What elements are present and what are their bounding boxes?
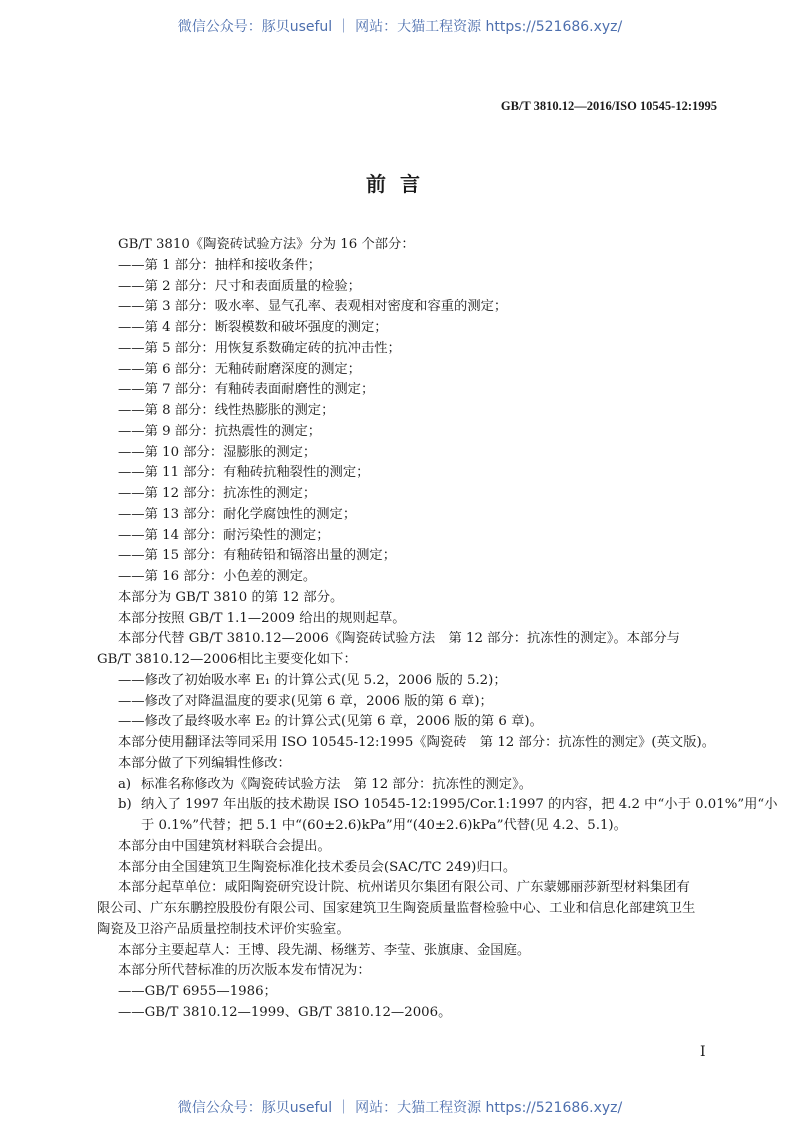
- line-text: ——第 4 部分：断裂模数和破坏强度的测定；: [118, 320, 388, 335]
- text-line: [97, 463, 727, 484]
- text-line: [97, 816, 727, 837]
- text-line: [97, 982, 727, 1003]
- text-line: [97, 650, 727, 671]
- text-line: [97, 920, 727, 941]
- line-text: ——第 3 部分：吸水率、显气孔率、表观相对密度和容重的测定；: [118, 299, 508, 315]
- line-text: 纳入了 1997 年出版的技术勘误 ISO 10545-12:1995/Cor.1:1997 的内容，把 4.2 中“小于 0.01%”用“小: [141, 797, 778, 813]
- text-line: [97, 546, 727, 567]
- text-line: [97, 858, 727, 879]
- text-line: [97, 712, 727, 733]
- text-line: [97, 235, 727, 256]
- line-text: ——GB/T 6955—1986；: [118, 984, 277, 999]
- text-line: [97, 961, 727, 982]
- text-line: [97, 899, 727, 920]
- watermark-bottom: 微信公众号：豚贝useful ｜ 网站：大猫工程资源 https://521686.xyz/: [177, 1100, 623, 1116]
- text-line: [97, 484, 727, 505]
- text-line: [97, 401, 727, 422]
- standard-number-header: GB/T 3810.12—2016/ISO 10545-12:1995: [500, 99, 717, 113]
- document-body: [97, 235, 778, 1024]
- text-line: [97, 609, 727, 630]
- text-line: [97, 671, 727, 692]
- text-line: [97, 878, 727, 899]
- line-text: ——修改了初始吸水率 E₁ 的计算公式(见 5.2，2006 版的 5.2)；: [118, 672, 507, 688]
- line-text: ——第 8 部分：线性热膨胀的测定；: [118, 403, 335, 418]
- line-text: 陶瓷及卫浴产品质量控制技术评价实验室。: [97, 921, 350, 937]
- line-text: ——第 12 部分：抗冻性的测定；: [118, 486, 317, 501]
- text-line: [97, 733, 727, 754]
- text-line: [97, 318, 727, 339]
- line-text: 本部分代替 GB/T 3810.12—2006《陶瓷砖试验方法 第 12 部分：抗冻性的测定》。本部分与: [118, 631, 680, 647]
- line-text: ——第 5 部分：用恢复系数确定砖的抗冲击性；: [118, 340, 401, 356]
- text-line: [97, 1003, 727, 1024]
- line-text: ——第 14 部分：耐污染性的测定；: [118, 527, 330, 543]
- text-line: [97, 754, 727, 775]
- line-text: ——修改了最终吸水率 E₂ 的计算公式(见第 6 章，2006 版的第 6 章)。: [118, 714, 543, 730]
- text-line: [97, 505, 727, 526]
- line-text: 本部分使用翻译法等同采用 ISO 10545-12:1995《陶瓷砖 第 12 部分：抗冻性的测定》(英文版)。: [118, 735, 715, 750]
- line-text: 于 0.1%”代替；把 5.1 中“(60±2.6)kPa”用“(40±2.6)kPa”代替(见 4.2、5.1)。: [141, 818, 627, 833]
- text-line: [97, 443, 727, 464]
- text-line: [97, 629, 727, 650]
- text-line: [97, 360, 727, 381]
- line-text: ——第 10 部分：湿膨胀的测定；: [118, 444, 317, 460]
- line-text: GB/T 3810.12—2006相比主要变化如下：: [97, 652, 357, 667]
- text-line: [97, 339, 727, 360]
- line-text: ——第 11 部分：有釉砖抗釉裂性的测定；: [118, 465, 370, 481]
- line-text: 本部分为 GB/T 3810 的第 12 部分。: [118, 589, 344, 605]
- line-text: 本部分主要起草人：王博、段先湖、杨继芳、李莹、张旗康、金国庭。: [118, 942, 531, 958]
- line-text: ——第 13 部分：耐化学腐蚀性的测定；: [118, 506, 357, 522]
- line-text: GB/T 3810《陶瓷砖试验方法》分为 16 个部分：: [118, 237, 415, 252]
- line-text: ——第 7 部分：有釉砖表面耐磨性的测定；: [118, 382, 375, 398]
- line-text: ——第 1 部分：抽样和接收条件；: [118, 257, 322, 273]
- line-text: ——修改了对降温温度的要求(见第 6 章，2006 版的第 6 章)；: [118, 693, 493, 709]
- line-text: ——GB/T 3810.12—1999、GB/T 3810.12—2006。: [118, 1004, 452, 1020]
- text-line: [97, 422, 727, 443]
- text-line: [97, 526, 727, 547]
- line-text: 标准名称修改为《陶瓷砖试验方法 第 12 部分：抗冻性的测定》。: [141, 776, 533, 792]
- line-text: 本部分由中国建筑材料联合会提出。: [118, 838, 331, 854]
- text-line: [97, 380, 727, 401]
- text-line: [97, 567, 727, 588]
- line-text: ——第 15 部分：有釉砖铅和镉溶出量的测定；: [118, 548, 397, 564]
- text-line: [97, 795, 778, 816]
- watermark-top: 微信公众号：豚贝useful ｜ 网站：大猫工程资源 https://521686.xyz/: [177, 19, 623, 35]
- line-text: 本部分做了下列编辑性修改：: [118, 755, 291, 771]
- text-line: [97, 588, 727, 609]
- text-line: [97, 256, 727, 277]
- text-line: [97, 941, 727, 962]
- line-text: 限公司、广东东鹏控股股份有限公司、国家建筑卫生陶瓷质量监督检验中心、工业和信息化部建筑卫生: [97, 901, 696, 916]
- line-text: ——第 6 部分：无釉砖耐磨深度的测定；: [118, 361, 361, 377]
- list-label: a): [118, 776, 132, 792]
- line-text: 本部分由全国建筑卫生陶瓷标准化技术委员会(SAC/TC 249)归口。: [118, 859, 517, 875]
- text-line: [97, 277, 727, 298]
- text-line: [97, 775, 727, 796]
- text-line: [97, 837, 727, 858]
- line-text: 本部分按照 GB/T 1.1—2009 给出的规则起草。: [118, 610, 406, 626]
- page-number: I: [700, 1044, 706, 1060]
- line-text: ——第 9 部分：抗热震性的测定；: [118, 423, 322, 439]
- list-label: b): [118, 797, 132, 813]
- line-text: ——第 16 部分：小色差的测定。: [118, 569, 317, 584]
- text-line: [97, 692, 727, 713]
- line-text: 本部分所代替标准的历次版本发布情况为：: [118, 963, 371, 979]
- page-title: 前言: [366, 172, 434, 196]
- line-text: 本部分起草单位：咸阳陶瓷研究设计院、杭州诺贝尔集团有限公司、广东蒙娜丽莎新型材料集团有: [118, 880, 690, 896]
- line-text: ——第 2 部分：尺寸和表面质量的检验；: [118, 278, 361, 294]
- text-line: [97, 297, 727, 318]
